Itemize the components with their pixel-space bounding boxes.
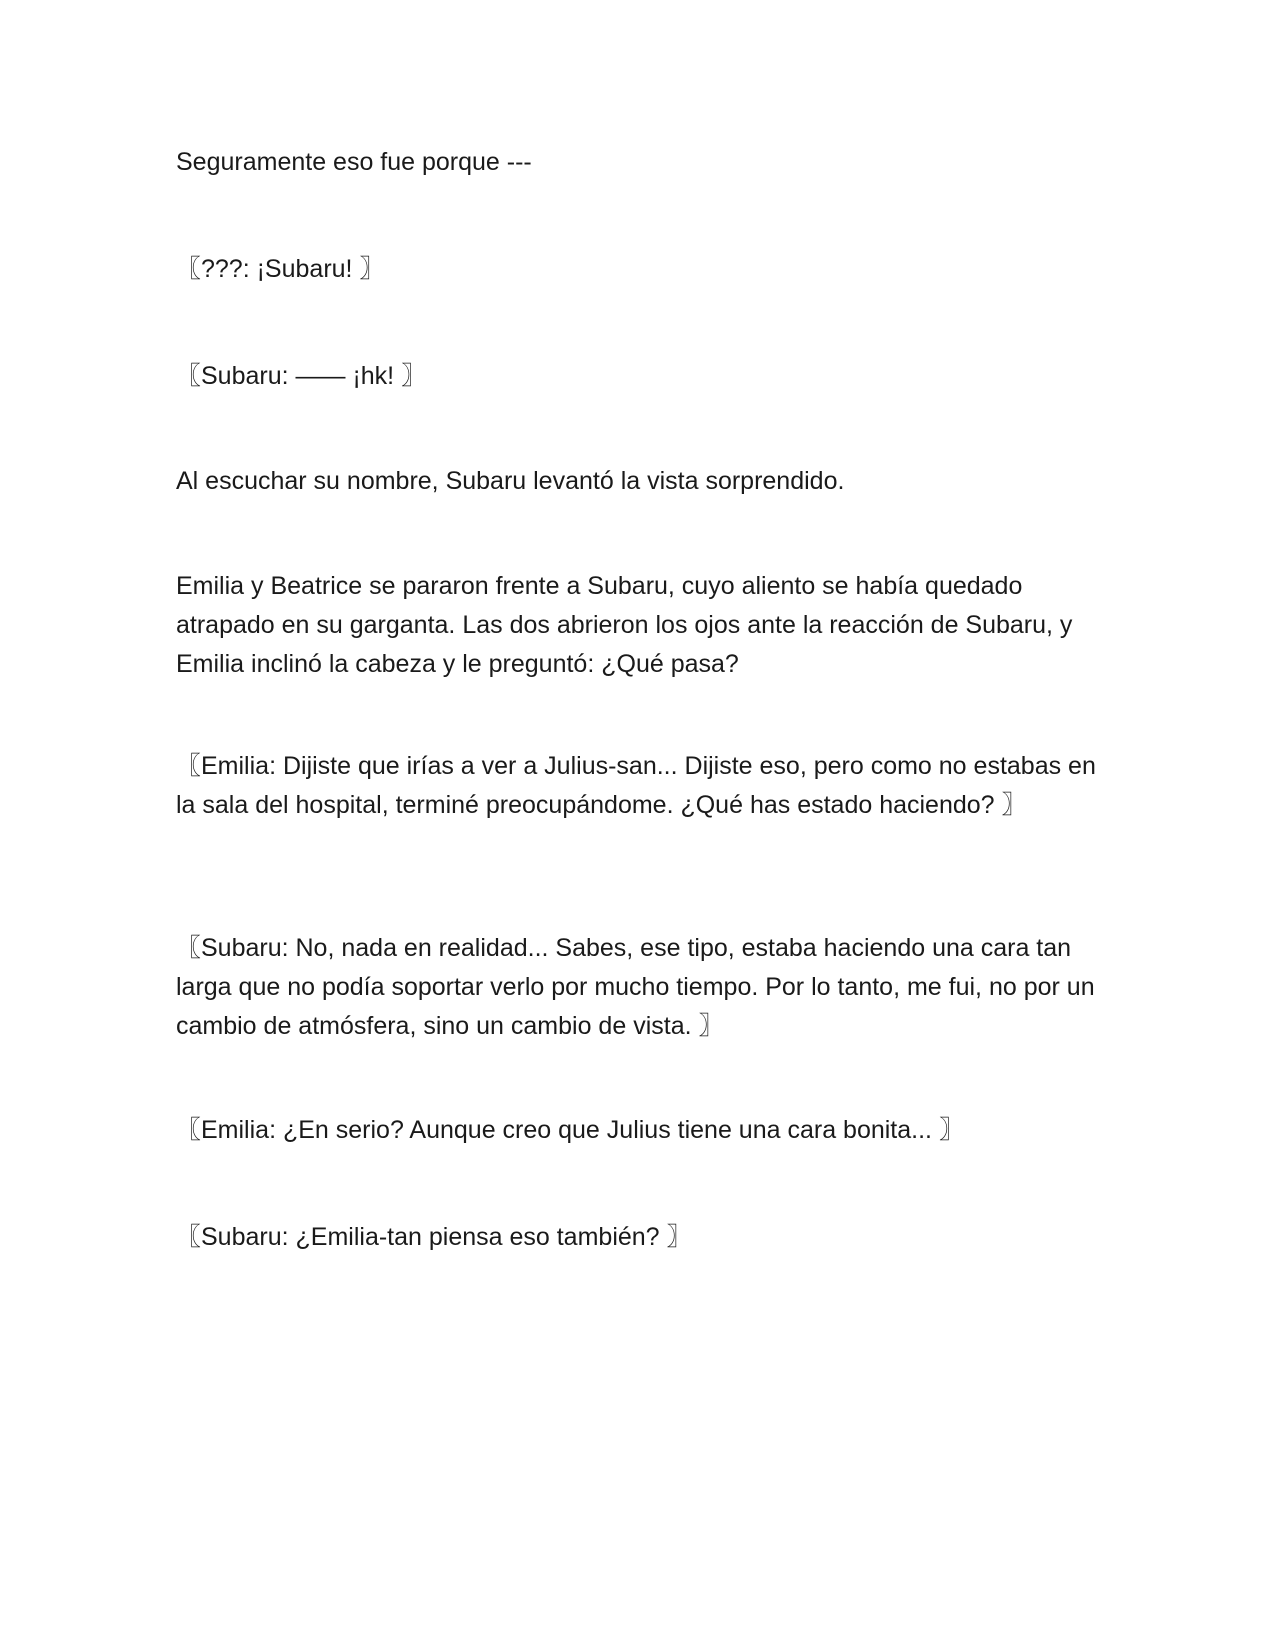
paragraph-dialogue-subaru-2: 〖Subaru: No, nada en realidad... Sabes, ese tipo, estaba haciendo una cara tan larga que no podía soportar verlo por mucho tiempo. Por lo tanto, me fui, no por un cambio de atmósfera, sino un cambio de vista. 〗 (176, 934, 1095, 1040)
paragraph-narration-1: Seguramente eso fue porque --- (176, 148, 532, 176)
paragraph-dialogue-subaru-1: 〖Subaru: —— ¡hk! 〗 (176, 362, 427, 390)
paragraph-dialogue-emilia-2: 〖Emilia: ¿En serio? Aunque creo que Julius tiene una cara bonita... 〗 (176, 1116, 964, 1144)
paragraph-dialogue-emilia-1: 〖Emilia: Dijiste que irías a ver a Julius-san... Dijiste eso, pero como no estabas en la sala del hospital, terminé preocupándome. ¿Qué has estado haciendo? 〗 (176, 752, 1096, 819)
paragraph-narration-2: Al escuchar su nombre, Subaru levantó la vista sorprendido. (176, 467, 845, 495)
paragraph-narration-3: Emilia y Beatrice se pararon frente a Subaru, cuyo aliento se había quedado atrapado en su garganta. Las dos abrieron los ojos ante la reacción de Subaru, y Emilia inclinó la cabeza y le preguntó: ¿Qué pasa? (176, 572, 1073, 678)
paragraph-dialogue-unknown: 〖???: ¡Subaru! 〗 (176, 255, 385, 283)
paragraph-dialogue-subaru-3: 〖Subaru: ¿Emilia-tan piensa eso también? 〗 (176, 1223, 692, 1251)
